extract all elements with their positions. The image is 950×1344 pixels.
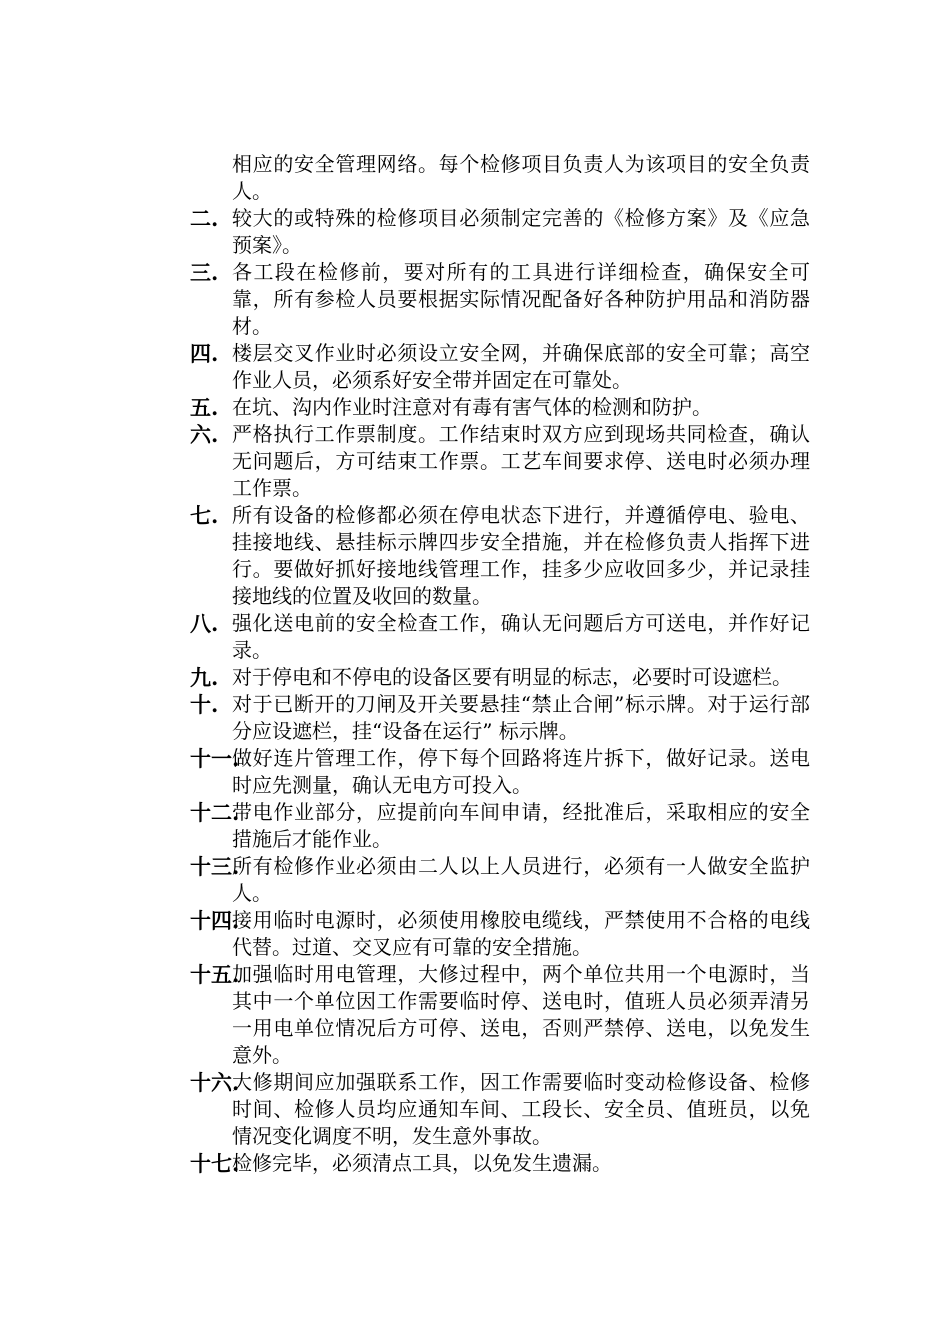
list-item	[190, 664, 810, 691]
item-number: 十二.	[190, 800, 240, 825]
item-number: 十六.	[190, 1070, 240, 1095]
list-item	[190, 853, 810, 907]
list-item	[190, 502, 810, 610]
item-number: 七.	[190, 503, 219, 528]
item-number: 六.	[190, 422, 219, 447]
list-item	[190, 691, 810, 745]
item-number: 三.	[190, 260, 219, 285]
item-text: 所有检修作业必须由二人以上人员进行，必须有一人做安全监护人。	[232, 854, 810, 905]
item-number: 十一.	[190, 746, 240, 771]
item-text: 带电作业部分，应提前向车间申请，经批准后，采取相应的安全措施后才能作业。	[232, 800, 810, 851]
item-number: 十七.	[190, 1151, 240, 1176]
item-text: 检修完毕，必须清点工具，以免发生遗漏。	[232, 1151, 612, 1175]
list-item	[190, 610, 810, 664]
item-number: 八.	[190, 611, 219, 636]
list-item	[190, 961, 810, 1069]
item-text: 做好连片管理工作，停下每个回路将连片拆下，做好记录。送电时应先测量，确认无电方可投入。	[232, 746, 810, 797]
list-item	[190, 421, 810, 502]
item-text: 严格执行工作票制度。工作结束时双方应到现场共同检查，确认无问题后，方可结束工作票。工艺车间要求停、送电时必须办理工作票。	[232, 422, 810, 500]
list-item	[190, 907, 810, 961]
item-number: 十.	[190, 692, 219, 717]
item-number: 十三.	[190, 854, 240, 879]
item-text: 对于停电和不停电的设备区要有明显的标志，必要时可设遮栏。	[232, 665, 792, 689]
item-text: 强化送电前的安全检查工作，确认无问题后方可送电，并作好记录。	[232, 611, 810, 662]
item-text: 对于已断开的刀闸及开关要悬挂“禁止合闸”标示牌。对于运行部分应设遮栏，挂“设备在运行” 标示牌。	[232, 692, 810, 743]
list-item	[190, 394, 810, 421]
item-number: 二.	[190, 206, 219, 231]
item-text: 大修期间应加强联系工作，因工作需要临时变动检修设备、检修时间、检修人员均应通知车间、工段长、安全员、值班员，以免情况变化调度不明，发生意外事故。	[232, 1070, 810, 1148]
safety-rules-list	[190, 205, 810, 1177]
list-item	[190, 799, 810, 853]
item-text: 楼层交叉作业时必须设立安全网，并确保底部的安全可靠；高空作业人员，必须系好安全带并固定在可靠处。	[232, 341, 810, 392]
item-text: 在坑、沟内作业时注意对有毒有害气体的检测和防护。	[232, 395, 712, 419]
list-item	[190, 1150, 810, 1177]
item-number: 十五.	[190, 962, 240, 987]
item-text: 各工段在检修前，要对所有的工具进行详细检查，确保安全可靠，所有参检人员要根据实际情况配备好各种防护用品和消防器材。	[232, 260, 810, 338]
list-item	[190, 340, 810, 394]
item-text: 加强临时用电管理，大修过程中，两个单位共用一个电源时，当其中一个单位因工作需要临时停、送电时，值班人员必须弄清另一用电单位情况后方可停、送电，否则严禁停、送电，以免发生意外。	[232, 962, 810, 1067]
list-item	[190, 1069, 810, 1150]
item-text: 所有设备的检修都必须在停电状态下进行，并遵循停电、验电、挂接地线、悬挂标示牌四步安全措施，并在检修负责人指挥下进行。要做好抓好接地线管理工作，挂多少应收回多少，并记录挂接地线的位置及收回的数量。	[232, 503, 810, 608]
item-number: 五.	[190, 395, 219, 420]
item-text: 接用临时电源时，必须使用橡胶电缆线，严禁使用不合格的电线代替。过道、交叉应有可靠的安全措施。	[232, 908, 810, 959]
list-item	[190, 745, 810, 799]
list-item	[190, 259, 810, 340]
item-number: 十四.	[190, 908, 240, 933]
list-item	[190, 205, 810, 259]
item-text: 较大的或特殊的检修项目必须制定完善的《检修方案》及《应急预案》。	[232, 206, 810, 257]
item-number: 九.	[190, 665, 219, 690]
item-number: 四.	[190, 341, 219, 366]
lead-paragraph: 相应的安全管理网络。每个检修项目负责人为该项目的安全负责人。	[232, 152, 810, 203]
